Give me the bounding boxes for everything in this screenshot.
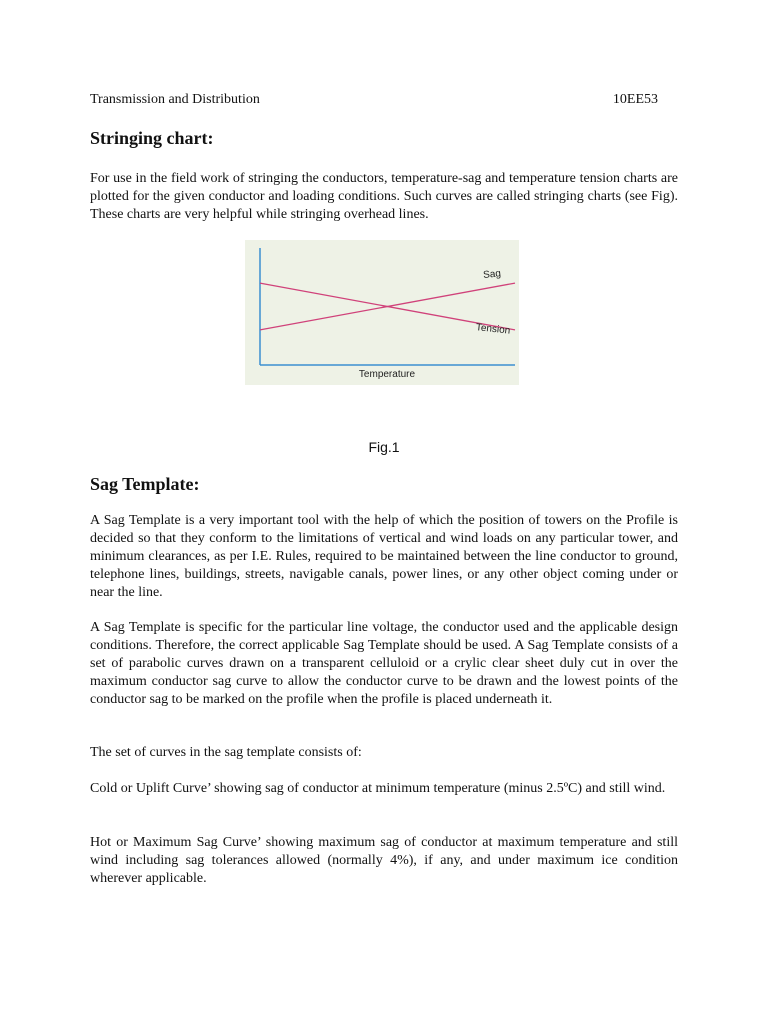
section-heading-stringing-chart: Stringing chart:: [90, 128, 214, 148]
stringing-chart-paragraph: For use in the field work of stringing the conductors, temperature-sag and temperature tension charts are plotted for the given conductor and loading conditions. Such curves are called stringing charts (see Fig). These charts are very helpful while stringing overhead lines.: [90, 171, 678, 222]
sag-template-paragraph-2: A Sag Template is specific for the particular line voltage, the conductor used and the applicable design conditions. Therefore, the correct applicable Sag Template should be used. A Sag Template consists of a set of parabolic curves drawn on a transparent celluloid or a crylic clear sheet duly cut in over the maximum conductor sag curve to allow the conductor curve to be drawn and the lowest points of the conductor sag to be marked on the profile when the profile is placed underneath it.: [90, 620, 678, 707]
hot-curve-paragraph: Hot or Maximum Sag Curve’ showing maximum sag of conductor at maximum temperature and still wind including sag tolerances allowed (normally 4%), if any, and under maximum ice condition wherever applicable.: [90, 835, 678, 886]
series-label-tension: Tension: [475, 322, 511, 337]
course-code: 10EE53: [612, 92, 658, 107]
figure-caption: Fig.1: [368, 439, 400, 455]
cold-curve-paragraph: Cold or Uplift Curve’ showing sag of conductor at minimum temperature (minus 2.5ºC) and still wind.: [90, 781, 666, 796]
page-header: [90, 92, 658, 108]
stringing-chart-figure: [245, 240, 519, 385]
sag-template-paragraph-1: A Sag Template is a very important tool with the help of which the position of towers on the Profile is decided so that they conform to the limitations of vertical and wind loads on any particular tower, and minimum clearances, as per I.E. Rules, required to be maintained between the line conductor to ground, telephone lines, buildings, streets, navigable canals, power lines, or any other object coming under or near the line.: [90, 513, 678, 600]
stringing-chart: [245, 240, 519, 385]
sag-template-paragraph-3: The set of curves in the sag template consists of:: [90, 745, 362, 760]
series-label-sag: Sag: [482, 268, 502, 282]
section-heading-sag-template: Sag Template:: [90, 474, 200, 494]
course-title: Transmission and Distribution: [90, 92, 260, 107]
x-axis-label: Temperature: [358, 369, 416, 380]
